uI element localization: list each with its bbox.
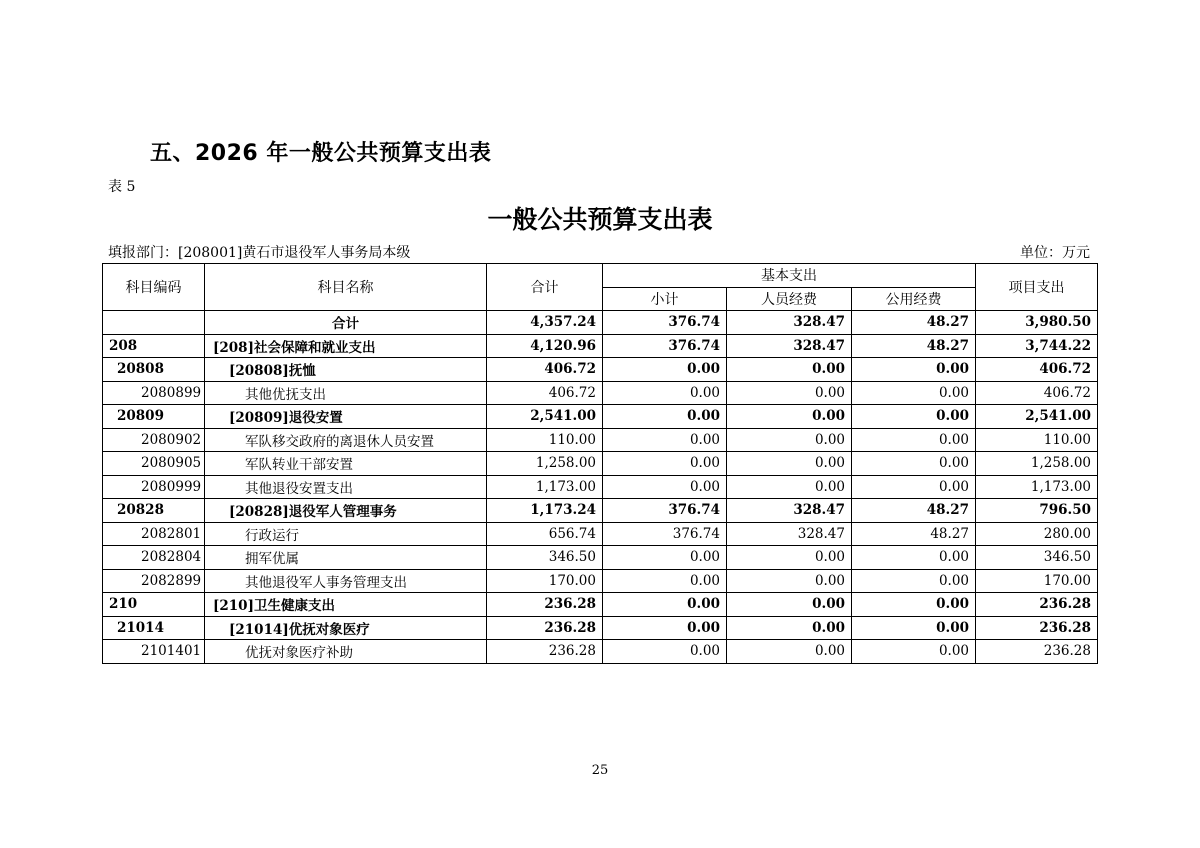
cell-subtotal: 0.00 — [603, 358, 727, 382]
cell-code: 2101401 — [103, 640, 205, 664]
cell-total: 1,173.00 — [487, 475, 603, 499]
cell-personnel: 328.47 — [727, 334, 852, 358]
header-public: 公用经费 — [852, 287, 976, 311]
table-row — [103, 569, 1098, 593]
cell-public: 0.00 — [852, 405, 976, 429]
cell-code: 2082899 — [103, 569, 205, 593]
cell-name: [20809]退役安置 — [205, 405, 487, 429]
header-name: 科目名称 — [205, 264, 487, 311]
cell-public: 48.27 — [852, 522, 976, 546]
cell-public: 0.00 — [852, 546, 976, 570]
cell-subtotal: 0.00 — [603, 546, 727, 570]
cell-project: 236.28 — [976, 593, 1098, 617]
cell-code: 2080905 — [103, 452, 205, 476]
cell-code: 2080899 — [103, 381, 205, 405]
table-row — [103, 640, 1098, 664]
cell-subtotal: 0.00 — [603, 475, 727, 499]
cell-total: 236.28 — [487, 616, 603, 640]
cell-name: 其他优抚支出 — [205, 381, 487, 405]
table-row — [103, 405, 1098, 429]
header-total: 合计 — [487, 264, 603, 311]
cell-total: 236.28 — [487, 640, 603, 664]
cell-project: 170.00 — [976, 569, 1098, 593]
header-project: 项目支出 — [976, 264, 1098, 311]
cell-personnel: 0.00 — [727, 358, 852, 382]
cell-total: 1,173.24 — [487, 499, 603, 523]
cell-code: 2080902 — [103, 428, 205, 452]
cell-name: [21014]优抚对象医疗 — [205, 616, 487, 640]
cell-name: 军队转业干部安置 — [205, 452, 487, 476]
cell-project: 346.50 — [976, 546, 1098, 570]
cell-total: 236.28 — [487, 593, 603, 617]
cell-public: 0.00 — [852, 381, 976, 405]
header-subtotal: 小计 — [603, 287, 727, 311]
cell-public: 0.00 — [852, 640, 976, 664]
cell-total: 1,258.00 — [487, 452, 603, 476]
cell-public: 0.00 — [852, 358, 976, 382]
page-number: 25 — [591, 763, 609, 778]
cell-personnel: 0.00 — [727, 381, 852, 405]
cell-code — [103, 311, 205, 335]
cell-project: 406.72 — [976, 381, 1098, 405]
cell-name: 其他退役军人事务管理支出 — [205, 569, 487, 593]
cell-name: 军队移交政府的离退休人员安置 — [205, 428, 487, 452]
header-code: 科目编码 — [103, 264, 205, 311]
cell-public: 0.00 — [852, 428, 976, 452]
cell-personnel: 0.00 — [727, 452, 852, 476]
cell-code: 20809 — [103, 405, 205, 429]
table-row — [103, 428, 1098, 452]
cell-subtotal: 376.74 — [603, 522, 727, 546]
cell-code: 208 — [103, 334, 205, 358]
cell-name: [208]社会保障和就业支出 — [205, 334, 487, 358]
cell-personnel: 328.47 — [727, 522, 852, 546]
cell-total: 4,120.96 — [487, 334, 603, 358]
cell-public: 48.27 — [852, 311, 976, 335]
header-basic: 基本支出 — [603, 264, 976, 288]
cell-name: [20828]退役军人管理事务 — [205, 499, 487, 523]
cell-project: 1,173.00 — [976, 475, 1098, 499]
table-row — [103, 522, 1098, 546]
table-row — [103, 616, 1098, 640]
cell-project: 280.00 — [976, 522, 1098, 546]
cell-subtotal: 376.74 — [603, 311, 727, 335]
table-row — [103, 334, 1098, 358]
cell-public: 48.27 — [852, 334, 976, 358]
cell-total: 346.50 — [487, 546, 603, 570]
cell-public: 0.00 — [852, 475, 976, 499]
cell-subtotal: 0.00 — [603, 428, 727, 452]
cell-project: 2,541.00 — [976, 405, 1098, 429]
cell-subtotal: 376.74 — [603, 334, 727, 358]
cell-project: 406.72 — [976, 358, 1098, 382]
cell-code: 20828 — [103, 499, 205, 523]
cell-personnel: 328.47 — [727, 499, 852, 523]
cell-subtotal: 376.74 — [603, 499, 727, 523]
section-heading: 五、2026 年一般公共预算支出表 — [150, 141, 492, 166]
cell-name: 拥军优属 — [205, 546, 487, 570]
total-row — [103, 311, 1098, 335]
cell-name: 合计 — [205, 311, 487, 335]
cell-project: 236.28 — [976, 640, 1098, 664]
cell-code: 21014 — [103, 616, 205, 640]
cell-subtotal: 0.00 — [603, 405, 727, 429]
cell-total: 4,357.24 — [487, 311, 603, 335]
cell-name: [20808]抚恤 — [205, 358, 487, 382]
cell-personnel: 0.00 — [727, 428, 852, 452]
unit-label: 单位：万元 — [1020, 245, 1090, 261]
table-row — [103, 499, 1098, 523]
cell-public: 0.00 — [852, 593, 976, 617]
cell-project: 3,980.50 — [976, 311, 1098, 335]
cell-personnel: 0.00 — [727, 569, 852, 593]
cell-total: 110.00 — [487, 428, 603, 452]
cell-name: 其他退役安置支出 — [205, 475, 487, 499]
cell-code: 210 — [103, 593, 205, 617]
cell-subtotal: 0.00 — [603, 452, 727, 476]
cell-subtotal: 0.00 — [603, 616, 727, 640]
cell-personnel: 0.00 — [727, 640, 852, 664]
cell-subtotal: 0.00 — [603, 640, 727, 664]
cell-total: 406.72 — [487, 358, 603, 382]
cell-code: 2080999 — [103, 475, 205, 499]
table-row — [103, 358, 1098, 382]
cell-project: 3,744.22 — [976, 334, 1098, 358]
cell-personnel: 0.00 — [727, 546, 852, 570]
cell-name: 优抚对象医疗补助 — [205, 640, 487, 664]
cell-personnel: 0.00 — [727, 616, 852, 640]
cell-code: 20808 — [103, 358, 205, 382]
cell-personnel: 0.00 — [727, 405, 852, 429]
cell-personnel: 0.00 — [727, 475, 852, 499]
table-label: 表 5 — [108, 179, 136, 195]
table-row — [103, 546, 1098, 570]
table-title: 一般公共预算支出表 — [487, 205, 713, 234]
cell-name: [210]卫生健康支出 — [205, 593, 487, 617]
cell-public: 0.00 — [852, 616, 976, 640]
cell-code: 2082801 — [103, 522, 205, 546]
cell-total: 656.74 — [487, 522, 603, 546]
cell-total: 406.72 — [487, 381, 603, 405]
cell-personnel: 328.47 — [727, 311, 852, 335]
cell-total: 2,541.00 — [487, 405, 603, 429]
table-row — [103, 593, 1098, 617]
cell-name: 行政运行 — [205, 522, 487, 546]
budget-table — [102, 263, 1098, 664]
cell-code: 2082804 — [103, 546, 205, 570]
cell-project: 236.28 — [976, 616, 1098, 640]
cell-subtotal: 0.00 — [603, 569, 727, 593]
cell-subtotal: 0.00 — [603, 381, 727, 405]
department-label: 填报部门：[208001]黄石市退役军人事务局本级 — [108, 245, 411, 261]
cell-total: 170.00 — [487, 569, 603, 593]
cell-public: 0.00 — [852, 569, 976, 593]
table-row — [103, 475, 1098, 499]
cell-project: 1,258.00 — [976, 452, 1098, 476]
header-personnel: 人员经费 — [727, 287, 852, 311]
table-row — [103, 452, 1098, 476]
cell-personnel: 0.00 — [727, 593, 852, 617]
table-row — [103, 381, 1098, 405]
cell-project: 796.50 — [976, 499, 1098, 523]
cell-public: 48.27 — [852, 499, 976, 523]
cell-subtotal: 0.00 — [603, 593, 727, 617]
cell-project: 110.00 — [976, 428, 1098, 452]
cell-public: 0.00 — [852, 452, 976, 476]
header-row — [103, 264, 1098, 288]
